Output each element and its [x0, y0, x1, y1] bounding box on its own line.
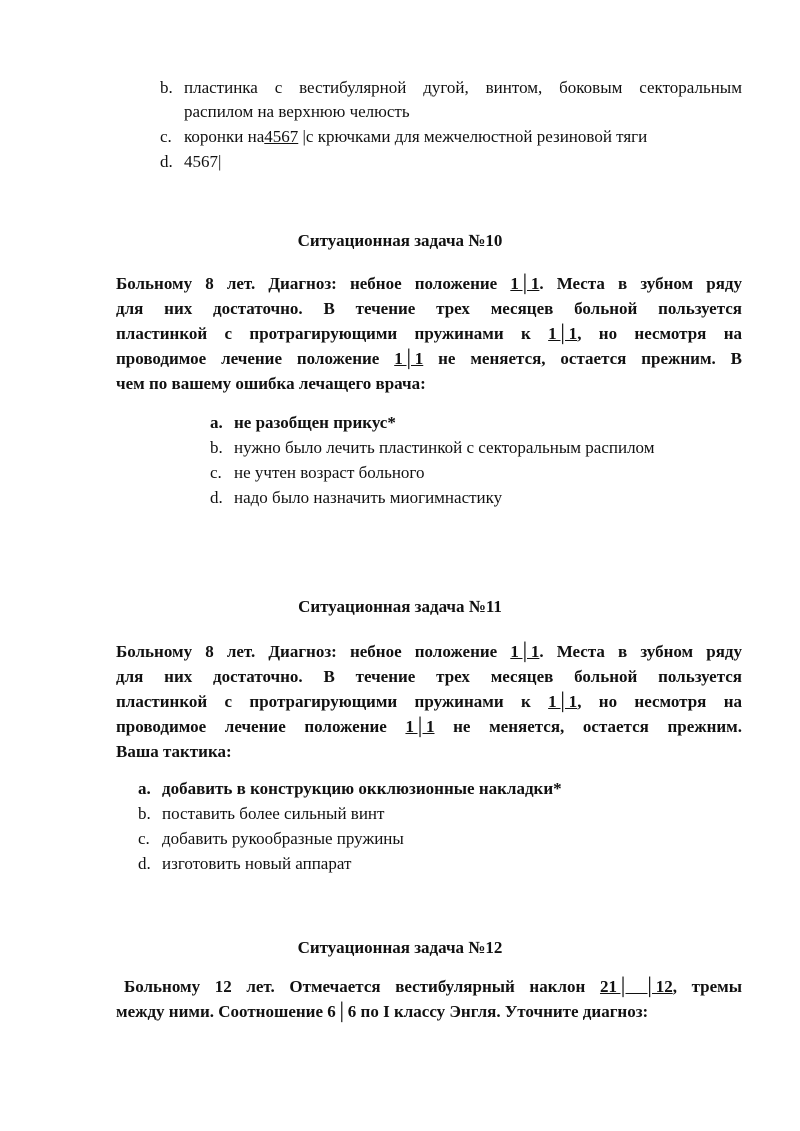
tooth-formula: 1│1 — [394, 349, 424, 368]
option-a: a. добавить в конструкцию окклюзионные накладки* — [138, 779, 562, 798]
option-letter: d. — [160, 152, 173, 171]
text-line: Ваша тактика: — [116, 742, 232, 761]
text-line: проводимое лечение положение 1│1 не меняется, остается прежним. В — [116, 349, 743, 368]
option-text: пластинка с вестибулярной дугой, винтом, боковым секторальным — [184, 78, 742, 97]
tooth-formula: 4567 — [264, 127, 299, 146]
option-c: c. не учтен возраст больного — [210, 463, 425, 482]
options-list — [210, 411, 655, 510]
tooth-formula: 1│1 — [548, 692, 578, 711]
options-list — [138, 777, 562, 876]
option-d: d. надо было назначить миогимнастику — [210, 488, 503, 507]
text-line: Больному 12 лет. Отмечается вестибулярный наклон 21│ │12, тремы — [124, 977, 742, 996]
option-text-pre: коронки на — [184, 127, 265, 146]
tooth-formula: 21│ │12 — [599, 977, 673, 996]
text-line: проводимое лечение положение 1│1 не меняется, остается прежним. — [116, 717, 743, 736]
text-line: между ними. Соотношение 6│6 по I классу Энгля. Уточните диагноз: — [116, 1002, 649, 1021]
option-b-top-line2: распилом на верхнюю челюсть — [184, 102, 410, 121]
text-line: для них достаточно. В течение трех месяцев больной пользуется — [116, 667, 742, 686]
task-title: Ситуационная задача №12 — [297, 938, 503, 957]
tooth-formula: 1│1 — [548, 324, 578, 343]
option-b-top — [160, 76, 742, 100]
task-text — [116, 272, 742, 396]
text-line: пластинкой с протрагирующими пружинами к 1│1, но несмотря на — [116, 324, 742, 343]
option-letter: b. — [160, 78, 173, 97]
text-line: чем по вашему ошибка лечащего врача: — [116, 374, 426, 393]
option-c-top — [160, 125, 647, 149]
task-text — [124, 975, 742, 999]
option-d-top — [160, 150, 221, 174]
task-title: Ситуационная задача №10 — [297, 231, 503, 250]
option-text-post: |с крючками для межчелюстной резиновой тяги — [298, 127, 648, 146]
tooth-formula: 1│1 — [405, 717, 435, 736]
task-title: Ситуационная задача №11 — [298, 597, 502, 616]
option-d: d. изготовить новый аппарат — [138, 854, 352, 873]
tooth-formula: 1│1 — [510, 274, 540, 293]
text-line: Больному 8 лет. Диагноз: небное положение 1│1. Места в зубном ряду — [116, 642, 742, 661]
option-a: a. не разобщен прикус* — [210, 413, 396, 432]
text-line: Больному 8 лет. Диагноз: небное положение 1│1. Места в зубном ряду — [116, 274, 742, 293]
option-text: 4567| — [184, 152, 222, 171]
tooth-formula: 1│1 — [510, 642, 540, 661]
option-letter: c. — [160, 127, 172, 146]
option-b: b. поставить более сильный винт — [138, 804, 385, 823]
option-b: b. нужно было лечить пластинкой с секторальным распилом — [210, 438, 655, 457]
text-line: для них достаточно. В течение трех месяцев больной пользуется — [116, 299, 742, 318]
task-text — [116, 640, 742, 764]
option-c: c. добавить рукообразные пружины — [138, 829, 404, 848]
text-line: пластинкой с протрагирующими пружинами к 1│1, но несмотря на — [116, 692, 742, 711]
